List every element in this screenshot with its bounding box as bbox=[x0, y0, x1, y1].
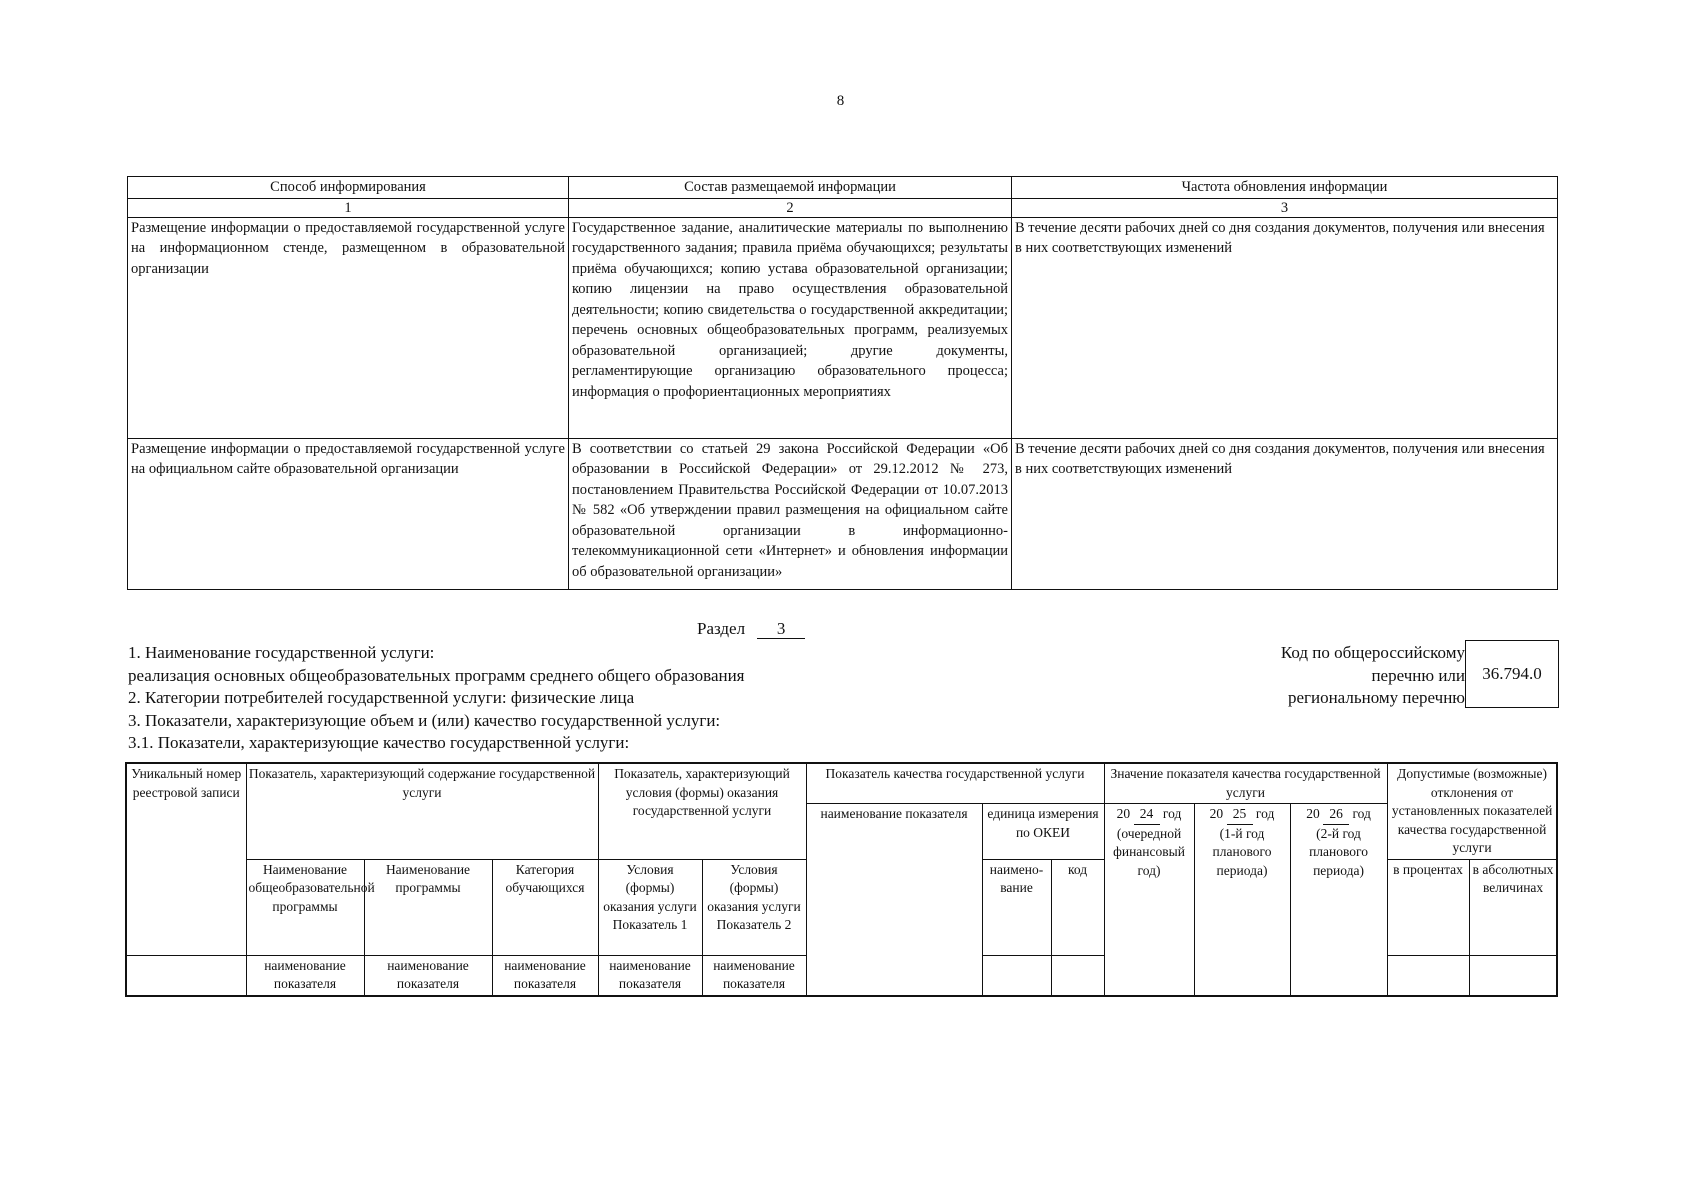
empty-cell bbox=[1051, 955, 1104, 996]
unit-code-subheader: код bbox=[1051, 859, 1104, 955]
method-cell: Размещение информации о предоставляемой государственной услуге на информационном стенде, размещенном в образовательной организации bbox=[128, 217, 569, 438]
registry-number-header: Уникальный номер реестровой записи bbox=[126, 763, 246, 955]
indicator-label: наименование показателя bbox=[246, 955, 364, 996]
conditions-subheader: Условия (формы) оказания услуги Показатель 2 bbox=[702, 859, 806, 955]
indicator-label: наименование показателя bbox=[492, 955, 598, 996]
frequency-cell: В течение десяти рабочих дней со дня создания документов, получения или внесения в них соответствующих изменений bbox=[1012, 217, 1558, 438]
indicator-label: наименование показателя bbox=[598, 955, 702, 996]
year-note: (очередной финансовый год) bbox=[1113, 825, 1185, 878]
table-row bbox=[128, 217, 1558, 438]
content-subheader: Категория обучающихся bbox=[492, 859, 598, 955]
column-number: 1 bbox=[128, 198, 569, 217]
empty-cell bbox=[982, 955, 1051, 996]
header-frequency: Частота обновления информации bbox=[1012, 177, 1558, 199]
service-info-line: реализация основных общеобразовательных программ среднего общего образования bbox=[128, 665, 745, 685]
year-header: 20 24 год (очередной финансовый год) bbox=[1104, 804, 1194, 996]
column-number: 3 bbox=[1012, 198, 1558, 217]
registry-code-value: 36.794.0 bbox=[1482, 664, 1542, 683]
empty-cell bbox=[126, 955, 246, 996]
method-cell: Размещение информации о предоставляемой государственной услуге на официальном сайте образовательной организации bbox=[128, 438, 569, 589]
year-header: 20 25 год (1-й год планового периода) bbox=[1194, 804, 1290, 996]
content-indicator-header: Показатель, характеризующий содержание государственной услуги bbox=[246, 763, 598, 859]
code-labels bbox=[1281, 642, 1465, 710]
section-number: 3 bbox=[757, 619, 805, 639]
deviation-percent-header: в процентах bbox=[1387, 859, 1469, 955]
indicator-name-header: наименование показателя bbox=[806, 804, 982, 996]
deviation-header: Допустимые (возможные) отклонения от установленных показателей качества государственной услуги bbox=[1387, 763, 1557, 859]
indicator-label: наименование показателя bbox=[702, 955, 806, 996]
year-note: (2-й год планового периода) bbox=[1309, 825, 1368, 878]
year-value: 26 bbox=[1323, 805, 1349, 825]
empty-cell bbox=[1469, 955, 1557, 996]
section-title bbox=[697, 619, 805, 639]
header-method: Способ информирования bbox=[128, 177, 569, 199]
service-info-line: 3. Показатели, характеризующие объем и (или) качество государственной услуги: bbox=[128, 710, 721, 730]
content-cell: В соответствии со статьей 29 закона Российской Федерации «Об образовании в Российской Федерации» от 29.12.2012 № 273, постановлением Правительства Российской Федерации от 10.07.2013 № 582 «Об утверждении правил размещения на официальном сайте образовательной организации в информационно-телекоммуникационной сети «Интернет» и обновления информации об образовательной организации» bbox=[569, 438, 1012, 589]
empty-cell bbox=[1387, 955, 1469, 996]
frequency-cell: В течение десяти рабочих дней со дня создания документов, получения или внесения в них соответствующих изменений bbox=[1012, 438, 1558, 589]
unit-header: единица измерения по ОКЕИ bbox=[982, 804, 1104, 860]
code-label-line: региональному перечню bbox=[1287, 688, 1465, 707]
unit-name-subheader: наимено-вание bbox=[982, 859, 1051, 955]
header-content: Состав размещаемой информации bbox=[569, 177, 1012, 199]
quality-indicators-table bbox=[125, 762, 1558, 997]
content-subheader: Наименование общеобразовательной программы bbox=[246, 859, 364, 955]
year-value: 25 bbox=[1227, 805, 1253, 825]
indicator-label: наименование показателя bbox=[364, 955, 492, 996]
section-label: Раздел bbox=[697, 619, 746, 638]
service-info bbox=[128, 642, 745, 755]
info-methods-table bbox=[127, 176, 1558, 590]
quality-indicator-header: Показатель качества государственной услуги bbox=[806, 763, 1104, 804]
content-subheader: Наименование программы bbox=[364, 859, 492, 955]
year-header: 20 26 год (2-й год планового периода) bbox=[1290, 804, 1387, 996]
page-number: 8 bbox=[836, 93, 845, 109]
conditions-indicator-header: Показатель, характеризующий условия (формы) оказания государственной услуги bbox=[598, 763, 806, 859]
table-row bbox=[128, 438, 1558, 589]
year-note: (1-й год планового периода) bbox=[1212, 825, 1272, 878]
code-label-line: перечню или bbox=[1371, 665, 1465, 685]
service-info-line: 1. Наименование государственной услуги: bbox=[128, 643, 435, 662]
service-info-line: 2. Категории потребителей государственной услуги: физические лица bbox=[128, 688, 635, 707]
indicator-value-header: Значение показателя качества государственной услуги bbox=[1104, 763, 1387, 804]
registry-code-box bbox=[1465, 640, 1559, 708]
code-label-line: Код по общероссийскому bbox=[1280, 643, 1465, 662]
deviation-absolute-header: в абсолютных величинах bbox=[1469, 859, 1557, 955]
year-value: 24 bbox=[1134, 805, 1160, 825]
conditions-subheader: Условия (формы) оказания услуги Показатель 1 bbox=[598, 859, 702, 955]
service-info-line: 3.1. Показатели, характеризующие качество государственной услуги: bbox=[128, 733, 630, 752]
column-number: 2 bbox=[569, 198, 1012, 217]
content-cell: Государственное задание, аналитические материалы по выполнению государственного задания; правила приёма обучающихся; результаты приёма обучающихся; копию устава образовательной организации; копию лицензии на право осуществления образовательной деятельности; копию свидетельства о государственной аккредитации; перечень основных общеобразовательных программ, реализуемых образовательной организацией; другие документы, регламентирующие организацию образовательного процесса; информация о профориентационных мероприятиях bbox=[569, 217, 1012, 438]
